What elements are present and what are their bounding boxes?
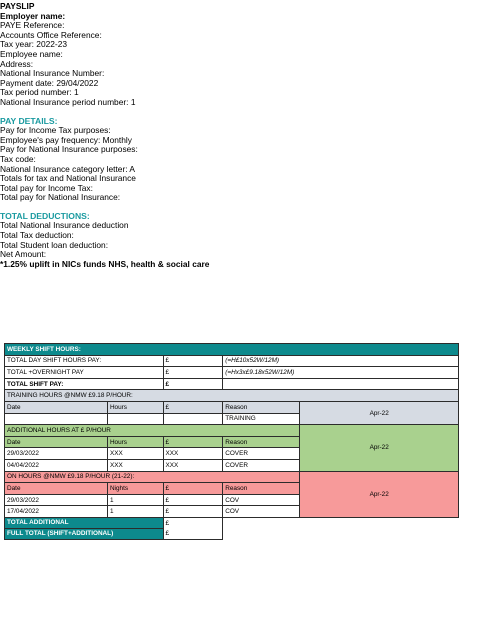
col-pound: £: [163, 401, 223, 413]
overnight-label: TOTAL +OVERNIGHT PAY: [5, 367, 164, 379]
additional-reason: COVER: [223, 448, 300, 460]
on-nights: 1: [107, 506, 163, 518]
col-hours: Hours: [107, 401, 163, 413]
total-additional-currency: £: [163, 517, 223, 528]
training-header-row: [5, 390, 459, 402]
day-shift-row: [5, 355, 459, 367]
address: Address:: [0, 58, 34, 69]
employee-name: Employee name:: [0, 48, 63, 59]
additional-hours: XXX: [107, 459, 163, 471]
col-date: Date: [5, 483, 108, 495]
day-shift-formula: (=H£10x52W/12M): [223, 355, 459, 367]
col-nights: Nights: [107, 483, 163, 495]
pay-detail-line: Totals for tax and National Insurance: [0, 173, 136, 184]
on-hours-header-row: [5, 471, 459, 483]
col-pound: £: [163, 483, 223, 495]
deduction-line: Total Student loan deduction:: [0, 239, 109, 250]
col-date: Date: [5, 436, 108, 448]
additional-pound: XXX: [163, 448, 223, 460]
additional-header: ADDITIONAL HOURS AT £ P/HOUR: [5, 425, 300, 437]
training-col-header-row: [5, 401, 459, 413]
pay-detail-line: Total pay for Income Tax:: [0, 182, 93, 193]
on-date: 17/04/2022: [5, 506, 108, 518]
overnight-row: [5, 367, 459, 379]
deduction-line: Net Amount:: [0, 249, 47, 260]
additional-date: 04/04/2022: [5, 459, 108, 471]
additional-header-row: [5, 425, 459, 437]
deduction-line: Total Tax deduction:: [0, 230, 74, 241]
training-reason: TRAINING: [223, 413, 300, 425]
nic-uplift-note: *1.25% uplift in NICs funds NHS, health & social care: [0, 258, 210, 269]
tax-year: Tax year: 2022-23: [0, 39, 68, 50]
on-nights: 1: [107, 494, 163, 506]
ni-period-number: National Insurance period number: 1: [0, 96, 136, 107]
col-reason: Reason: [223, 483, 300, 495]
weekly-shift-header-row: [5, 344, 459, 356]
accounts-office-reference: Accounts Office Reference:: [0, 29, 102, 40]
on-reason: COV: [223, 506, 300, 518]
total-additional-label: TOTAL ADDITIONAL: [5, 517, 164, 528]
day-shift-label: TOTAL DAY SHIFT HOURS PAY:: [5, 355, 164, 367]
pay-detail-line: Pay for National Insurance purposes:: [0, 144, 138, 155]
on-pound: £: [163, 506, 223, 518]
additional-month: Apr-22: [300, 425, 459, 471]
employer-name: Employer name:: [0, 10, 66, 21]
total-shift-label: TOTAL SHIFT PAY:: [5, 378, 164, 390]
pay-detail-line: Tax code:: [0, 153, 36, 164]
shift-hours-table: [4, 343, 459, 540]
pay-detail-line: Pay for Income Tax purposes:: [0, 125, 111, 136]
pay-detail-line: Employee's pay frequency: Monthly: [0, 134, 132, 145]
col-hours: Hours: [107, 436, 163, 448]
additional-date: 29/03/2022: [5, 448, 108, 460]
total-additional-row: [5, 517, 459, 528]
additional-reason: COVER: [223, 459, 300, 471]
weekly-shift-header: WEEKLY SHIFT HOURS:: [5, 344, 459, 356]
additional-pound: XXX: [163, 459, 223, 471]
ni-number: National Insurance Number:: [0, 68, 105, 79]
on-hours-month: Apr-22: [300, 471, 459, 517]
training-month: Apr-22: [300, 401, 459, 424]
col-reason: Reason: [223, 401, 300, 413]
full-total-currency: £: [163, 529, 223, 540]
full-total-label: FULL TOTAL (SHIFT+ADDITIONAL): [5, 529, 164, 540]
col-reason: Reason: [223, 436, 300, 448]
day-shift-currency: £: [163, 355, 223, 367]
overnight-currency: £: [163, 367, 223, 379]
additional-hours: XXX: [107, 448, 163, 460]
deductions-heading: TOTAL DEDUCTIONS:: [0, 210, 90, 221]
payslip-title: PAYSLIP: [0, 1, 35, 11]
full-total-row: [5, 529, 459, 540]
overnight-formula: (=Hx3x£9.18x52W/12M): [223, 367, 459, 379]
on-date: 29/03/2022: [5, 494, 108, 506]
deduction-line: Total National Insurance deduction: [0, 220, 129, 231]
tax-period-number: Tax period number: 1: [0, 87, 79, 98]
on-hours-header: ON HOURS @NMW £9.18 P/HOUR (21-22):: [5, 471, 300, 483]
col-pound: £: [163, 436, 223, 448]
payslip-text: [0, 2, 480, 269]
col-date: Date: [5, 401, 108, 413]
pay-detail-line: National Insurance category letter: A: [0, 163, 136, 174]
payment-date: Payment date: 29/04/2022: [0, 77, 99, 88]
on-pound: £: [163, 494, 223, 506]
training-header: TRAINING HOURS @NMW £9.18 P/HOUR:: [5, 390, 459, 402]
pay-details-heading: PAY DETAILS:: [0, 115, 58, 126]
pay-detail-line: Total pay for National Insurance:: [0, 192, 121, 203]
total-shift-row: [5, 378, 459, 390]
total-shift-currency: £: [163, 378, 223, 390]
paye-reference: PAYE Reference:: [0, 20, 65, 31]
on-reason: COV: [223, 494, 300, 506]
